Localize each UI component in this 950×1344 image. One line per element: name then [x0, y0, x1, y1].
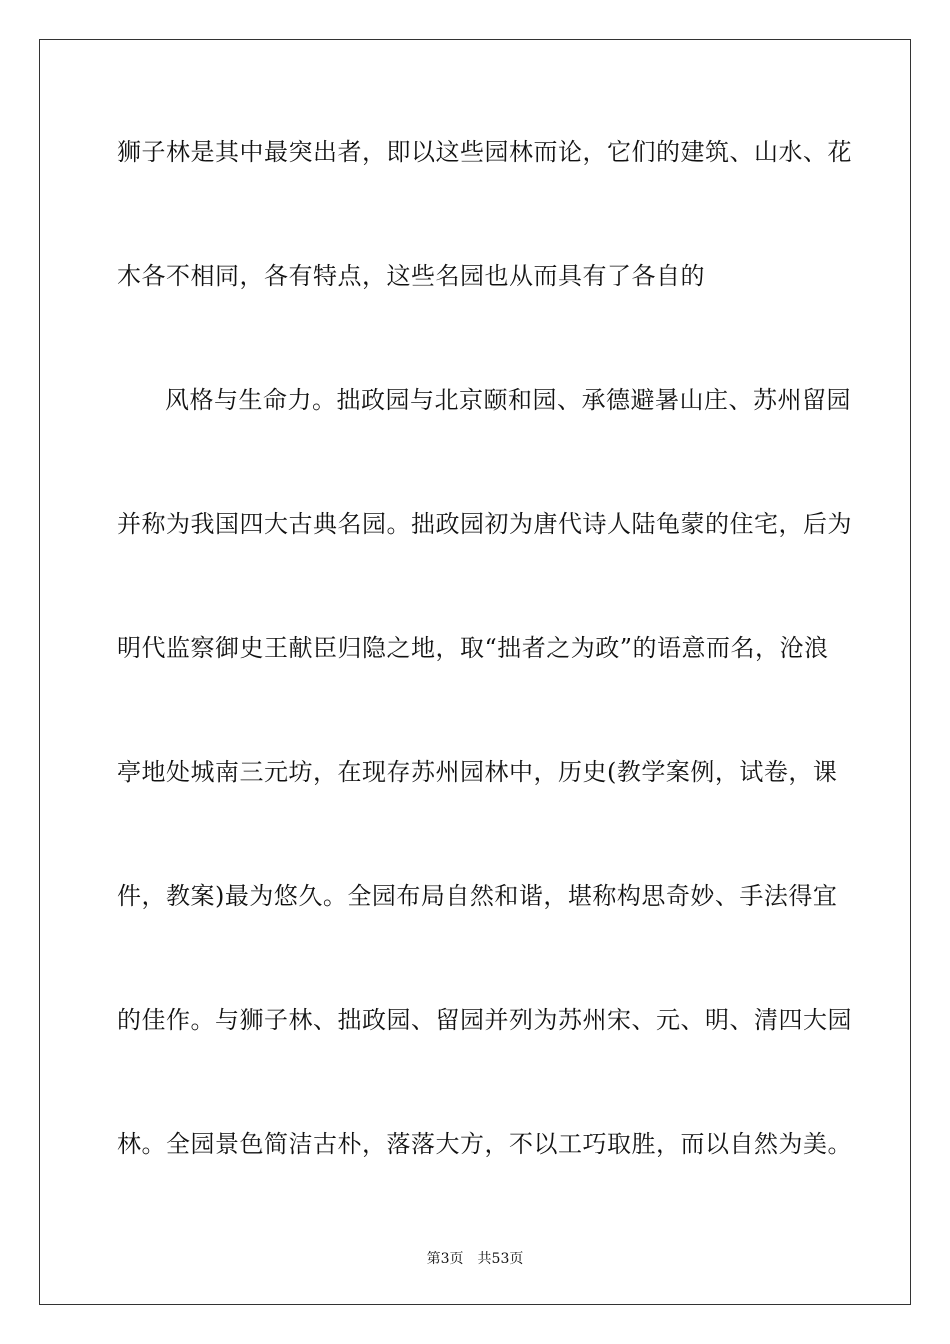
total-pages: 共53页 — [477, 1251, 524, 1267]
body-text-line: 木各不相同，各有特点，这些名园也从而具有了各自的 — [117, 262, 705, 290]
body-text-line: 林。全园景色简洁古朴，落落大方，不以工巧取胜，而以自然为美。 — [117, 1130, 852, 1158]
body-text-line: 的佳作。与狮子林、拙政园、留园并列为苏州宋、元、明、清四大园 — [117, 1006, 852, 1034]
body-text-line: 并称为我国四大古典名园。拙政园初为唐代诗人陆龟蒙的住宅，后为 — [117, 510, 852, 538]
body-text-line: 明代监察御史王献臣归隐之地，取“拙者之为政”的语意而名，沧浪 — [117, 634, 829, 662]
page-border — [39, 39, 911, 1305]
body-text-line: 狮子林是其中最突出者，即以这些园林而论，它们的建筑、山水、花 — [117, 138, 852, 166]
paragraph-start-line: 风格与生命力。拙政园与北京颐和园、承德避暑山庄、苏州留园 — [165, 386, 851, 414]
body-text-line: 亭地处城南三元坊，在现存苏州园林中，历史(教学案例，试卷，课 — [117, 758, 838, 786]
page-number: 第3页 — [426, 1251, 464, 1267]
page-footer — [0, 1248, 950, 1268]
body-text-line: 件，教案)最为悠久。全园布局自然和谐，堪称构思奇妙、手法得宜 — [117, 882, 838, 910]
